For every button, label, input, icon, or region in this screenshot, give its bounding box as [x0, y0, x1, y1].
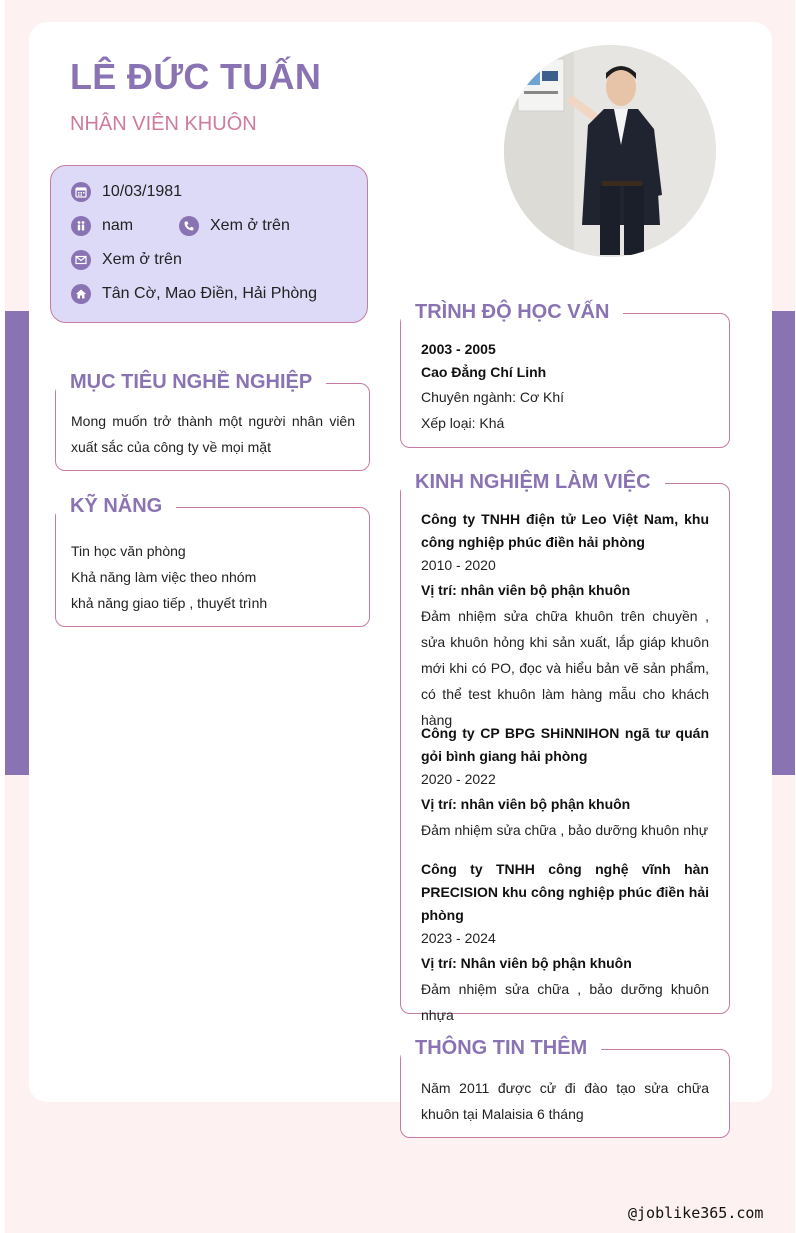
- job-description: Đảm nhiệm sửa chữa khuôn trên chuyền , sửa khuôn hỏng khi sản xuất, lắp giáp khuôn mới khi có PO, đọc và hiểu bản vẽ sản phẩm, có thể test khuôn làm hàng mẫu cho khách hàng: [421, 608, 709, 728]
- education-period: 2003 - 2005: [421, 341, 496, 357]
- skill-item: Tin học văn phòng: [71, 543, 186, 559]
- education-major: Chuyên ngành: Cơ Khí: [421, 389, 565, 405]
- contact-email-row: [71, 250, 182, 270]
- job-description: Đảm nhiệm sửa chữa , bảo dưỡng khuôn nhự: [421, 822, 709, 838]
- objective-heading: MỤC TIÊU NGHỀ NGHIỆP: [56, 371, 326, 394]
- job-period: 2010 - 2020: [421, 557, 496, 573]
- skill-item: khả năng giao tiếp , thuyết trình: [71, 595, 268, 611]
- email-value: Xem ở trên: [102, 251, 182, 268]
- phone-value: Xem ở trên: [210, 217, 290, 234]
- extra-info-text: Năm 2011 được cử đi đào tạo sửa chữa khuôn tại Malaisia 6 tháng: [421, 1080, 709, 1122]
- job-description: Đảm nhiệm sửa chữa , bảo dưỡng khuôn nhựa: [421, 981, 709, 1023]
- email-icon: [71, 250, 91, 270]
- candidate-job-title: NHÂN VIÊN KHUÔN: [70, 113, 257, 135]
- job-company: Công ty CP BPG SHiNNIHON ngã tư quán gỏi bình giang hải phòng: [421, 725, 709, 764]
- phone-icon: [179, 216, 199, 236]
- education-body: [421, 338, 709, 436]
- job-company: Công ty TNHH công nghệ vĩnh hàn PRECISION khu công nghiệp phúc điền hải phòng: [421, 861, 709, 923]
- objective-text: Mong muốn trở thành một người nhân viên xuất sắc của công ty về mọi mặt: [71, 413, 355, 455]
- experience-job: [421, 722, 709, 843]
- job-position: Vị trí: nhân viên bộ phận khuôn: [421, 582, 631, 598]
- candidate-name: LÊ ĐỨC TUẤN: [70, 56, 322, 97]
- extra-info-heading: THÔNG TIN THÊM: [401, 1037, 601, 1060]
- education-grade: Xếp loại: Khá: [421, 415, 505, 431]
- experience-job: [421, 508, 709, 733]
- contact-gender-row: [71, 216, 133, 236]
- skills-heading: KỸ NĂNG: [56, 495, 176, 518]
- job-period: 2020 - 2022: [421, 771, 496, 787]
- experience-job: [421, 858, 709, 1028]
- home-icon: [71, 284, 91, 304]
- right-accent-band: [772, 311, 795, 775]
- education-school: Cao Đẳng Chí Linh: [421, 364, 547, 380]
- gender-value: nam: [102, 217, 134, 234]
- skills-list: [71, 538, 355, 616]
- skill-item: Khả năng làm việc theo nhóm: [71, 569, 257, 585]
- profile-photo: [504, 45, 716, 257]
- experience-heading: KINH NGHIỆM LÀM VIỆC: [401, 471, 665, 494]
- job-period: 2023 - 2024: [421, 930, 496, 946]
- job-company: Công ty TNHH điện tử Leo Việt Nam, khu công nghiệp phúc điền hải phòng: [421, 511, 709, 550]
- address-value: Tân Cờ, Mao Điền, Hải Phòng: [102, 285, 318, 302]
- education-heading: TRÌNH ĐỘ HỌC VẤN: [401, 301, 623, 324]
- left-accent-band: [5, 311, 29, 775]
- job-position: Vị trí: Nhân viên bộ phận khuôn: [421, 955, 632, 971]
- contact-birthdate-row: [71, 182, 182, 202]
- calendar-icon: [71, 182, 91, 202]
- job-position: Vị trí: nhân viên bộ phận khuôn: [421, 796, 631, 812]
- birthdate-value: 10/03/1981: [102, 183, 183, 200]
- footer-watermark: @joblike365.com: [628, 1204, 764, 1222]
- gender-icon: [71, 216, 91, 236]
- contact-phone-row: [179, 216, 290, 236]
- contact-address-row: [71, 284, 317, 304]
